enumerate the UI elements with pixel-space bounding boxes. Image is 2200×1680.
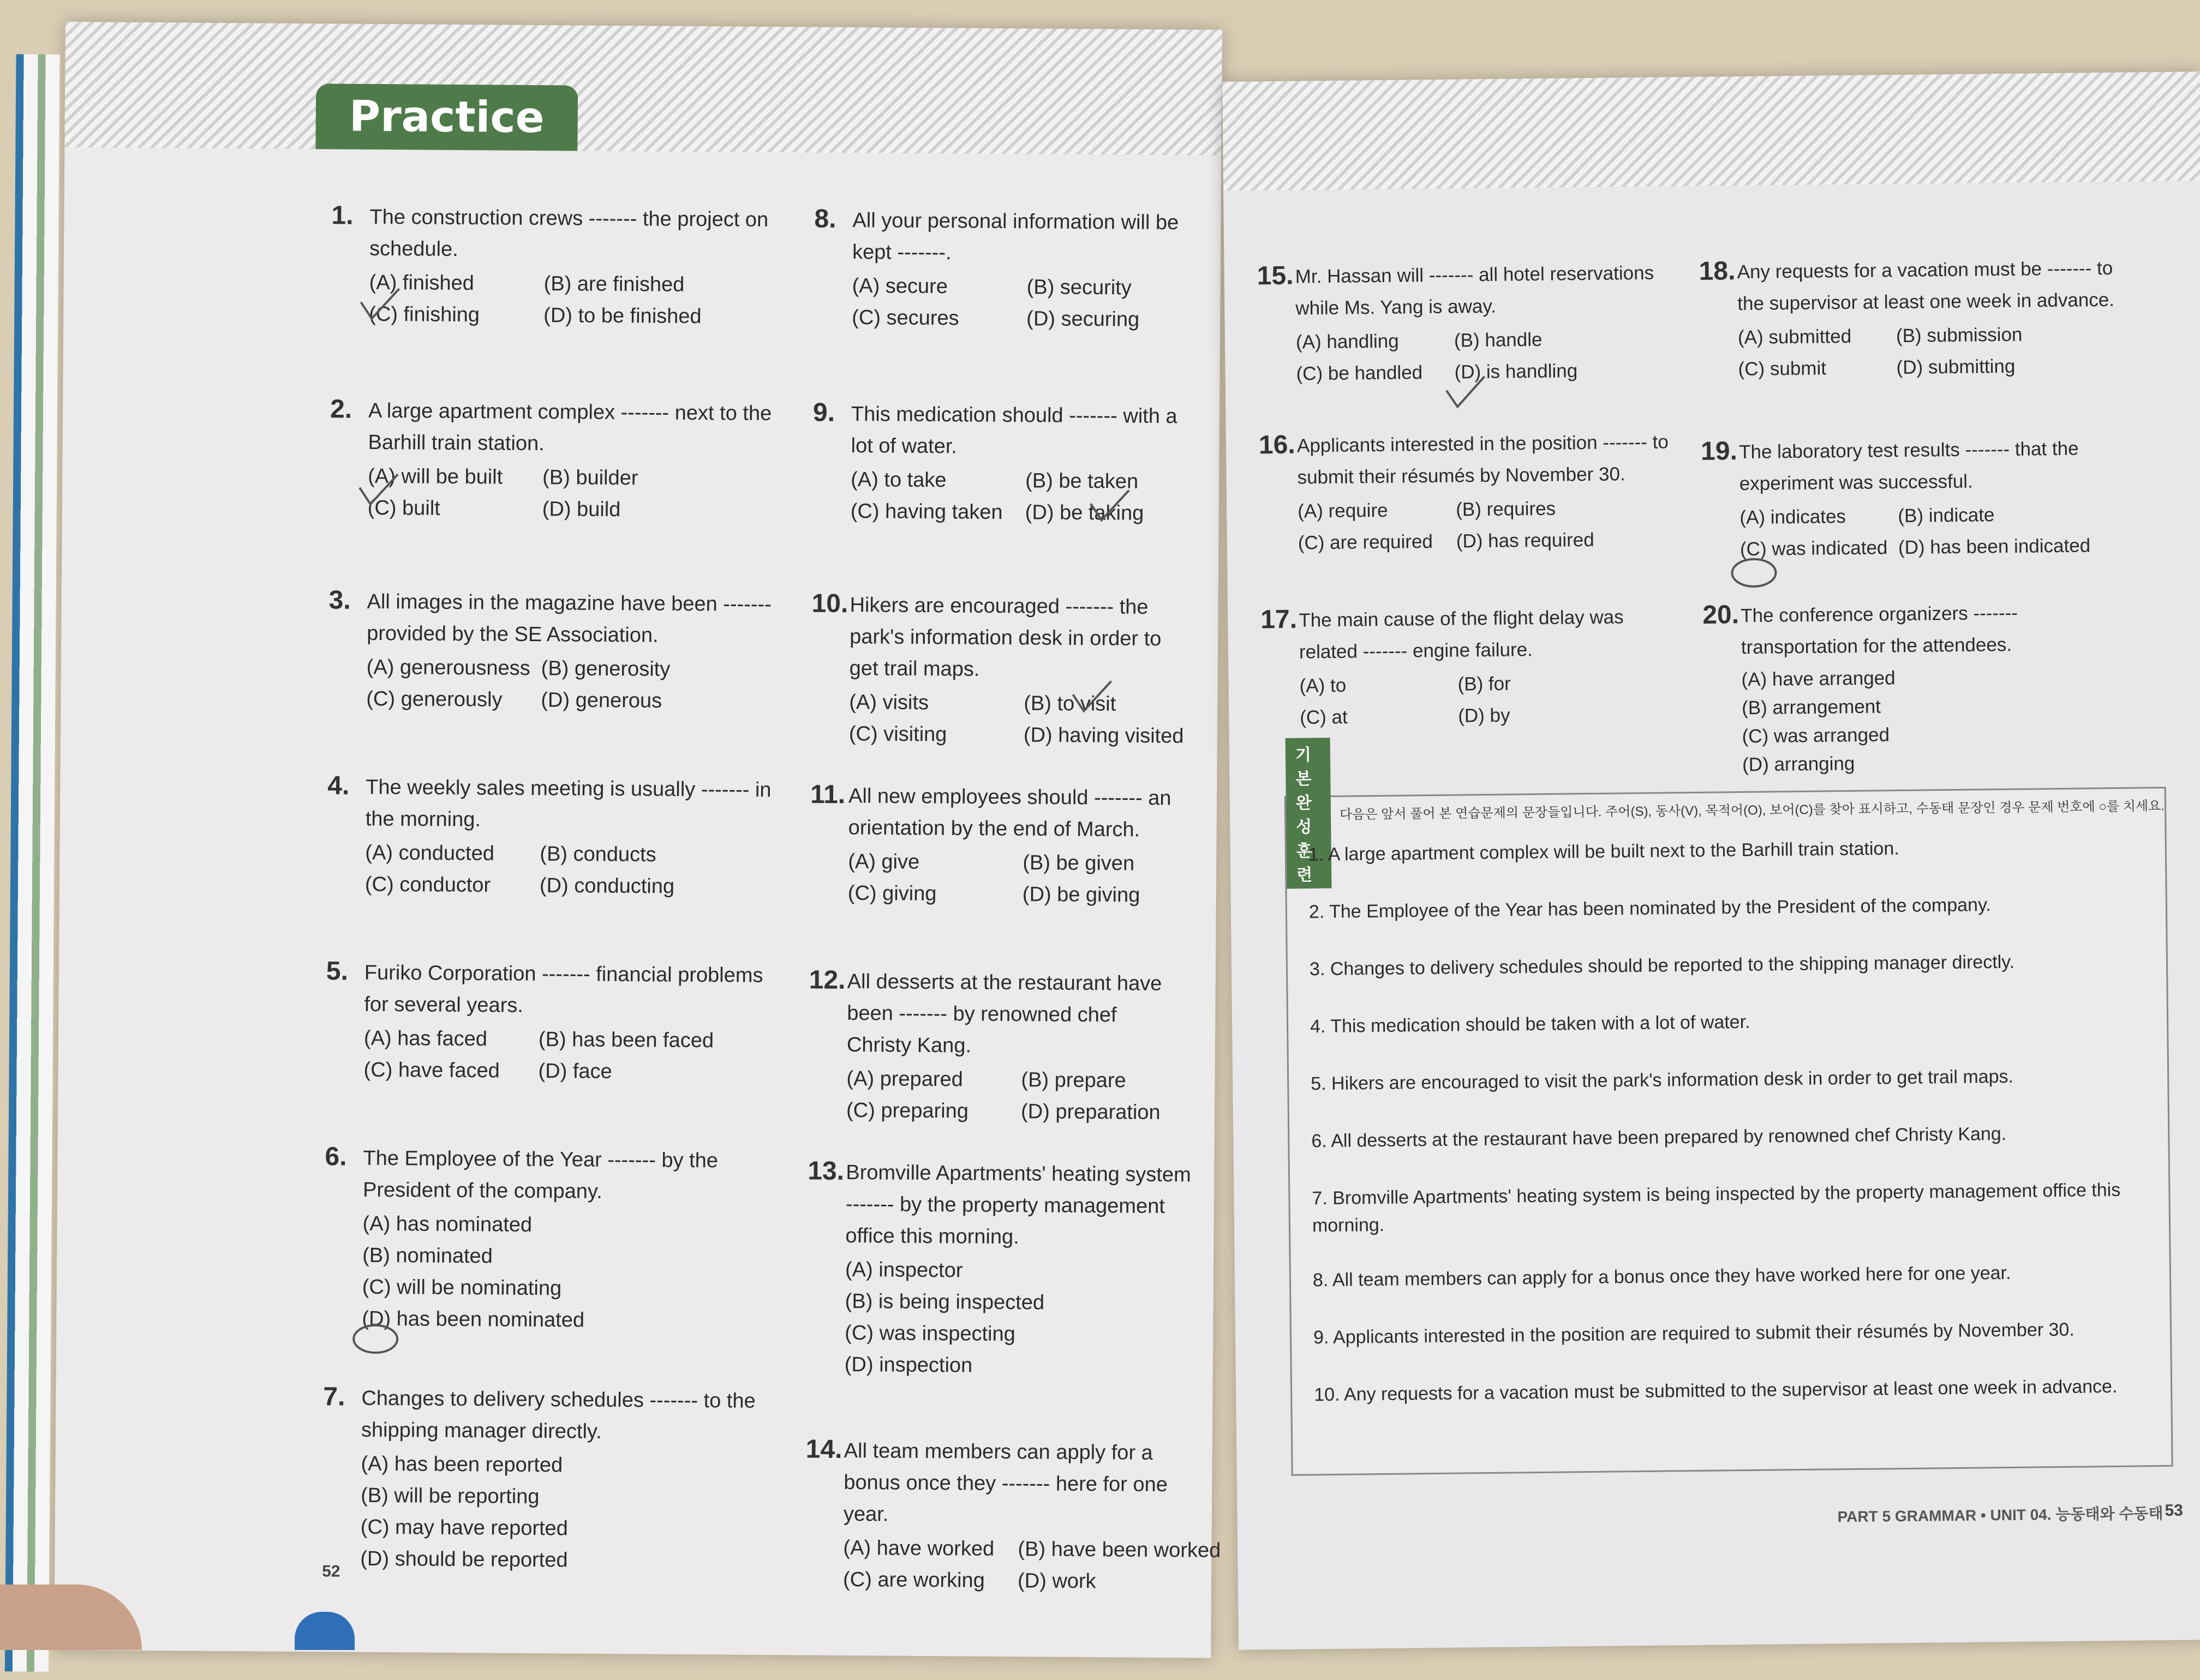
question-14: [805, 1434, 1221, 1598]
left-page: [54, 22, 1222, 1658]
option-b: (B) requires: [1456, 498, 1556, 521]
header-hatch: [64, 22, 1222, 156]
option-c: (C) visiting: [848, 722, 947, 746]
option-d: (D) be taking: [1025, 501, 1144, 525]
question-stem: The weekly sales meeting is usually ------- in the morning.: [365, 775, 772, 832]
question-19: [1700, 433, 2122, 565]
review-sentence: 4. This medication should be taken with a lot of water.: [1310, 1011, 1750, 1037]
question-stem: Furiko Corporation ------- financial problems for several years.: [364, 961, 763, 1017]
question-stem: This medication should ------- with a lot of water.: [851, 403, 1177, 458]
option-a: (A) generousness: [366, 655, 530, 680]
option-c: (C) built: [367, 496, 440, 520]
question-6: [325, 1142, 788, 1337]
option-a: (A) have worked: [843, 1536, 995, 1561]
option-b: (B) generosity: [541, 657, 671, 681]
question-number: 13.: [808, 1156, 845, 1186]
option-a: (A) have arranged: [1741, 667, 1896, 691]
question-stem: All team members can apply for a bonus once they ------- here for one year.: [843, 1439, 1168, 1526]
box-instruction: 다음은 앞서 풀어 본 연습문제의 문장들입니다. 주어(S), 동사(V), 목적어(O), 보어(C)를 찾아 표시하고, 수동태 문장인 경우 문제 번호에 ○를 치세요.: [1339, 798, 2165, 822]
question-number: 6.: [325, 1142, 347, 1171]
option-d: (D) to be finished: [543, 304, 702, 328]
question-2: [330, 394, 794, 527]
question-stem: All desserts at the restaurant have been ------- by renowned chef Christy Kang.: [846, 970, 1162, 1057]
review-sentence: 10. Any requests for a vacation must be submitted to the supervisor at least one week in advance.: [1314, 1376, 2118, 1406]
question-stem: Mr. Hassan will ------- all hotel reservations while Ms. Yang is away.: [1295, 262, 1654, 319]
option-c: (C) at: [1300, 706, 1348, 728]
question-number: 20.: [1702, 600, 1739, 630]
option-d: (D) conducting: [539, 874, 675, 898]
option-d: (D) generous: [541, 689, 662, 713]
option-b: (B) has been faced: [538, 1028, 714, 1053]
question-16: [1258, 426, 1680, 559]
option-a: (A) prepared: [846, 1067, 963, 1091]
page-number: 52: [322, 1562, 340, 1581]
option-b: (B) for: [1457, 673, 1511, 695]
option-c: (C) giving: [847, 882, 937, 906]
option-d: (D) work: [1017, 1569, 1096, 1593]
question-18: [1699, 253, 2120, 385]
question-stem: The construction crews ------- the project on schedule.: [369, 205, 769, 261]
option-b: (B) builder: [542, 466, 638, 490]
review-sentence: 8. All team members can apply for a bonus once they have worked here for one year.: [1312, 1262, 2011, 1291]
question-number: 11.: [810, 780, 846, 810]
practice-header: Practice: [315, 83, 578, 151]
option-c: (C) was inspecting: [845, 1322, 1015, 1346]
header-hatch: [1222, 71, 2200, 191]
question-number: 16.: [1258, 430, 1295, 460]
option-b: (B) be taken: [1025, 469, 1139, 493]
question-17: [1260, 601, 1660, 734]
option-b: (B) will be reporting: [361, 1484, 540, 1509]
option-b: (B) arrangement: [1741, 696, 1881, 719]
question-15: [1257, 257, 1678, 390]
option-a: (A) visits: [849, 691, 929, 715]
review-sentence: 9. Applicants interested in the position are required to submit their résumés by November 30.: [1313, 1319, 2075, 1348]
question-number: 12.: [809, 965, 846, 995]
question-8: [814, 204, 1202, 336]
option-c: (C) finishing: [369, 302, 480, 327]
question-stem: The main cause of the flight delay was related ------- engine failure.: [1299, 606, 1624, 663]
option-d: (D) inspection: [844, 1353, 973, 1377]
question-stem: Bromville Apartments' heating system ------- by the property management office this morning.: [845, 1161, 1191, 1249]
option-d: (D) face: [538, 1060, 612, 1084]
option-a: (A) give: [848, 850, 920, 874]
question-number: 15.: [1257, 261, 1294, 291]
option-c: (C) secures: [852, 306, 959, 330]
option-d: (D) securing: [1026, 307, 1140, 331]
option-c: (C) was arranged: [1742, 724, 1890, 748]
option-a: (A) submitted: [1737, 325, 1852, 349]
question-stem: The Employee of the Year ------- by the President of the company.: [362, 1146, 719, 1203]
review-sentence: 5. Hikers are encouraged to visit the park's information desk in order to get trail maps.: [1311, 1066, 2014, 1095]
option-b: (B) indicate: [1898, 504, 1995, 527]
option-d: (D) submitting: [1896, 355, 2016, 379]
option-a: (A) has been reported: [361, 1452, 563, 1477]
option-c: (C) generously: [366, 687, 503, 712]
question-13: [808, 1156, 1195, 1383]
question-number: 9.: [812, 398, 835, 427]
option-b: (B) conducts: [540, 842, 656, 866]
option-b: (B) are finished: [543, 272, 685, 296]
question-stem: The laboratory test results ------- that the experiment was successful.: [1738, 438, 2079, 495]
option-d: (D) should be reported: [360, 1547, 568, 1572]
option-b: (B) is being inspected: [845, 1290, 1045, 1314]
question-number: 10.: [811, 589, 848, 619]
option-d: (D) preparation: [1020, 1100, 1161, 1125]
question-11: [810, 780, 1198, 911]
option-b: (B) security: [1026, 276, 1132, 300]
question-12: [809, 965, 1197, 1128]
option-a: (A) has nominated: [362, 1212, 533, 1237]
option-c: (C) will be nominating: [362, 1275, 562, 1300]
option-c: (C) preparing: [846, 1099, 969, 1123]
option-c: (C) have faced: [363, 1058, 500, 1083]
option-c: (C) are required: [1298, 531, 1433, 554]
question-number: 5.: [326, 956, 349, 986]
question-stem: Hikers are encouraged ------- the park's information desk in order to get trail maps.: [849, 594, 1162, 681]
question-4: [327, 771, 792, 903]
option-d: (D) be giving: [1022, 883, 1140, 907]
question-9: [812, 398, 1201, 529]
option-a: (A) handling: [1295, 330, 1399, 353]
option-a: (A) has faced: [363, 1026, 488, 1051]
option-b: (B) to visit: [1024, 692, 1116, 716]
question-number: 17.: [1260, 605, 1298, 635]
question-stem: All images in the magazine have been ------- provided by the SE Association.: [367, 590, 772, 647]
review-sentence: 2. The Employee of the Year has been nominated by the President of the company.: [1308, 894, 1992, 923]
question-stem: Applicants interested in the position ------- to submit their résumés by November 30.: [1296, 431, 1669, 488]
option-a: (A) to take: [851, 468, 947, 492]
question-10: [811, 589, 1199, 752]
question-number: 4.: [327, 771, 350, 800]
option-d: (D) having visited: [1023, 724, 1184, 748]
question-number: 19.: [1700, 437, 1738, 466]
option-c: (C) submit: [1738, 357, 1827, 380]
option-a: (A) to: [1299, 674, 1347, 697]
review-sentence: 3. Changes to delivery schedules should be reported to the shipping manager directly.: [1309, 951, 2015, 980]
question-number: 2.: [330, 394, 352, 424]
question-stem: All new employees should ------- an orientation by the end of March.: [848, 785, 1171, 841]
option-c: (C) conductor: [364, 872, 491, 897]
option-d: (D) by: [1457, 704, 1510, 727]
option-d: (D) has required: [1456, 529, 1594, 552]
option-d: (D) build: [542, 498, 621, 522]
option-d: (D) arranging: [1742, 752, 1855, 776]
question-number: 14.: [805, 1434, 842, 1464]
option-a: (A) will be built: [368, 464, 503, 489]
option-a: (A) indicates: [1739, 506, 1846, 529]
question-stem: Changes to delivery schedules ------- to the shipping manager directly.: [361, 1386, 756, 1443]
page-edges: [5, 54, 60, 1671]
option-a: (A) inspector: [845, 1258, 963, 1282]
option-d: (D) is handling: [1454, 360, 1578, 383]
question-number: 18.: [1699, 256, 1736, 286]
option-b: (B) have been worked: [1018, 1538, 1221, 1562]
review-sentence: 1. A large apartment complex will be built next to the Barhill train station.: [1308, 838, 1899, 865]
option-a: (A) conducted: [365, 841, 495, 865]
option-a: (A) secure: [852, 274, 948, 298]
option-c: (C) are working: [842, 1568, 985, 1592]
review-sentence: 6. All desserts at the restaurant have been prepared by renowned chef Christy Kang.: [1311, 1123, 2007, 1152]
option-d: (D) has been indicated: [1898, 535, 2091, 559]
question-number: 3.: [328, 585, 351, 615]
question-20: [1702, 597, 2081, 779]
question-number: 7.: [323, 1382, 345, 1412]
option-b: (B) handle: [1454, 328, 1543, 351]
option-b: (B) submission: [1896, 324, 2023, 347]
question-1: [331, 201, 796, 333]
option-a: (A) finished: [369, 271, 475, 295]
option-c: (C) may have reported: [360, 1515, 569, 1540]
question-number: 1.: [331, 201, 354, 230]
option-a: (A) require: [1298, 499, 1388, 522]
option-c: (C) be handled: [1296, 362, 1423, 385]
page-number: 53: [2165, 1501, 2184, 1520]
option-c: (C) having taken: [850, 500, 1003, 524]
question-stem: The conference organizers ------- transportation for the attendees.: [1741, 602, 2018, 659]
box-tag: 기본 완성 훈련: [1286, 738, 1332, 889]
option-d: (D) has been nominated: [362, 1307, 585, 1332]
option-b: (B) be given: [1023, 851, 1135, 875]
option-b: (B) nominated: [362, 1243, 493, 1268]
option-b: (B) prepare: [1021, 1068, 1126, 1092]
question-stem: All your personal information will be kept -------.: [852, 209, 1179, 265]
right-page: [1222, 71, 2200, 1650]
page-footer: PART 5 GRAMMAR • UNIT 04. 능동태와 수동태: [1837, 1505, 2163, 1526]
question-stem: A large apartment complex ------- next to the Barhill train station.: [368, 399, 772, 456]
question-5: [326, 956, 790, 1089]
question-stem: Any requests for a vacation must be ------- to the supervisor at least one week in advance.: [1737, 257, 2115, 315]
review-sentence: 7. Bromville Apartments' heating system is being inspected by the property management office this morning.: [1312, 1179, 2121, 1236]
question-3: [328, 585, 793, 718]
option-c: (C) was indicated: [1739, 537, 1888, 560]
question-number: 8.: [814, 204, 836, 234]
